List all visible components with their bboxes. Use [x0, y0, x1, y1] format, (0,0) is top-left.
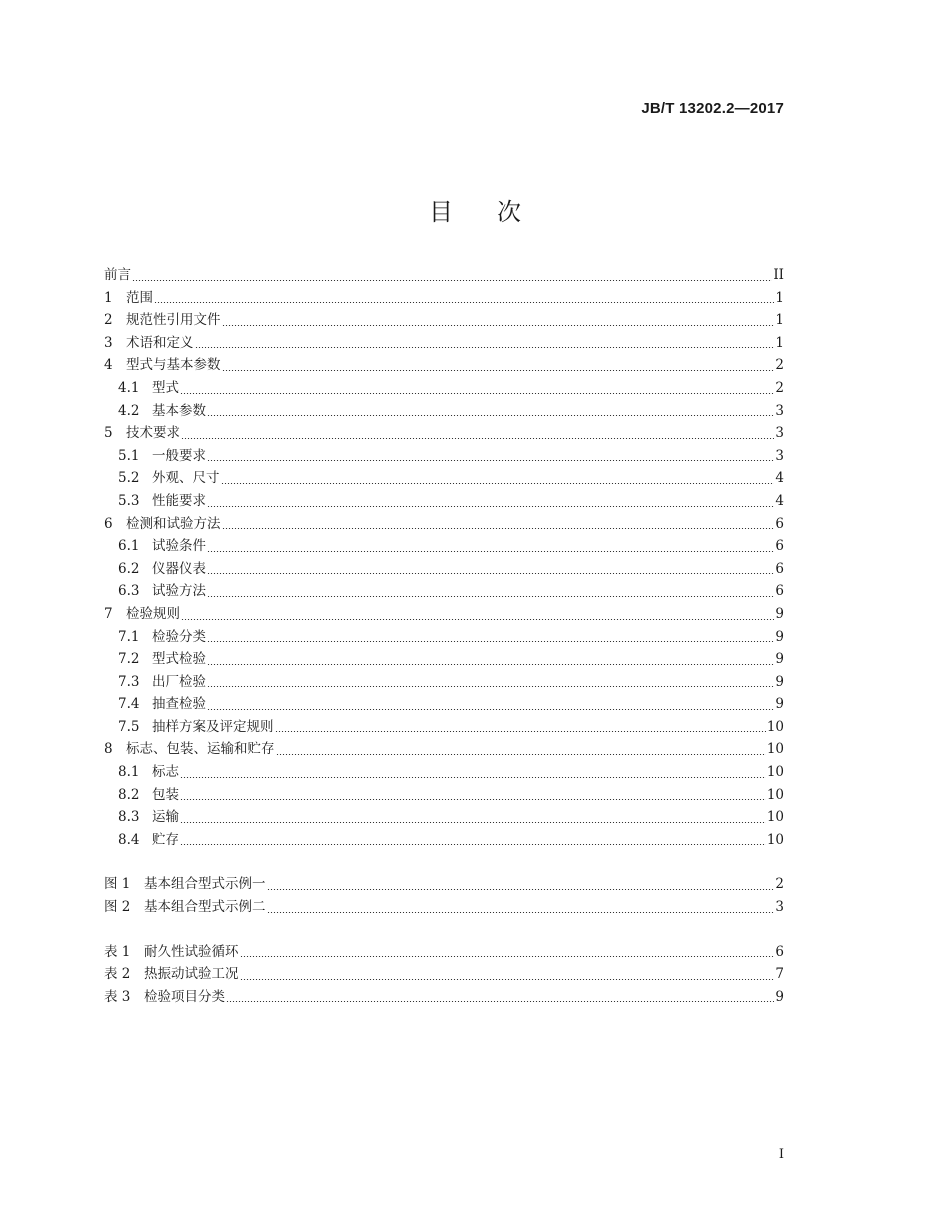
toc-entry-title: 一般要求: [152, 447, 206, 464]
toc-entry-number: 4.2: [118, 402, 140, 419]
toc-entry-title: 检验分类: [152, 628, 206, 645]
toc-entry[interactable]: [104, 671, 784, 694]
toc-entry-title: 抽查检验: [152, 696, 206, 713]
toc-entry-title: 范围: [126, 289, 153, 306]
toc-entry-number: 8.1: [118, 764, 140, 781]
toc-entry[interactable]: [104, 445, 784, 468]
toc-entry-page: 9: [775, 988, 784, 1005]
toc-entry-number: 7.3: [118, 673, 140, 690]
toc-entry-number: 8.2: [118, 786, 140, 803]
toc-entry-title: 出厂检验: [152, 673, 206, 690]
toc-dot-leader: [207, 551, 774, 552]
toc-dot-leader: [207, 686, 774, 687]
toc-entry-page: 3: [775, 447, 784, 464]
table-of-contents: [104, 264, 784, 1008]
toc-entry-number: 6: [104, 515, 113, 532]
toc-dot-leader: [180, 393, 774, 394]
toc-dot-leader: [180, 822, 766, 823]
toc-entry-number: 7.1: [118, 628, 140, 645]
toc-entry-page: 1: [775, 289, 784, 306]
toc-entry[interactable]: [104, 716, 784, 739]
toc-entry-page: 3: [775, 899, 784, 916]
toc-entry-page: 2: [775, 876, 784, 893]
toc-entry[interactable]: [104, 761, 784, 784]
toc-sections: [104, 264, 784, 851]
toc-entry-number: 8.4: [118, 831, 140, 848]
toc-dot-leader: [132, 280, 772, 281]
toc-dot-leader: [181, 438, 774, 439]
toc-entry-number: 5.3: [118, 492, 140, 509]
toc-entry-title: 前言: [104, 267, 131, 283]
toc-entry-number: 1: [104, 289, 113, 306]
toc-entry-title: 外观、尺寸: [152, 470, 220, 487]
toc-dot-leader: [222, 325, 775, 326]
toc-entry[interactable]: [104, 603, 784, 626]
toc-dot-leader: [275, 731, 766, 732]
toc-entry-title: 检验规则: [126, 605, 180, 622]
toc-entry[interactable]: [104, 806, 784, 829]
toc-entry-page: 4: [775, 492, 784, 509]
toc-dot-leader: [276, 754, 766, 755]
toc-entry[interactable]: [104, 309, 784, 332]
toc-entry-number: 8: [104, 741, 113, 758]
toc-dot-leader: [180, 844, 766, 845]
toc-entry-number: 6.3: [118, 583, 140, 600]
toc-entry[interactable]: [104, 400, 784, 423]
toc-entry-title: 检测和试验方法: [126, 515, 221, 532]
toc-entry[interactable]: [104, 738, 784, 761]
toc-entry[interactable]: [104, 986, 784, 1009]
toc-entry-title: 热振动试验工况: [144, 966, 239, 983]
toc-dot-leader: [207, 596, 774, 597]
toc-entry-number: 表 3: [104, 988, 131, 1005]
toc-entry-number: 图 2: [104, 899, 131, 916]
toc-entry-number: 5.1: [118, 447, 140, 464]
toc-entry[interactable]: [104, 558, 784, 581]
toc-entry-title: 试验方法: [152, 583, 206, 600]
toc-entry[interactable]: [104, 467, 784, 490]
toc-entry-page: 10: [766, 764, 784, 781]
toc-entry-page: 2: [775, 379, 784, 396]
toc-dot-leader: [207, 573, 774, 574]
toc-entry-page: 6: [775, 943, 784, 960]
toc-dot-leader: [226, 1001, 774, 1002]
toc-entry-number: 4.1: [118, 379, 140, 396]
toc-entry-title: 型式与基本参数: [126, 357, 221, 374]
toc-entry-title: 标志: [152, 764, 179, 781]
toc-entry-title: 检验项目分类: [144, 988, 225, 1005]
toc-dot-leader: [207, 709, 774, 710]
toc-entry-page: 4: [775, 470, 784, 487]
toc-dot-leader: [207, 664, 774, 665]
toc-entry-number: 8.3: [118, 809, 140, 826]
toc-entry-page: 6: [775, 560, 784, 577]
toc-entry-page: 3: [775, 402, 784, 419]
toc-entry[interactable]: [104, 377, 784, 400]
toc-entry-page: 1: [775, 334, 784, 351]
toc-entry-number: 3: [104, 334, 113, 351]
toc-entry[interactable]: [104, 422, 784, 445]
toc-entry-title: 基本组合型式示例一: [144, 876, 266, 893]
toc-dot-leader: [207, 506, 774, 507]
toc-entry[interactable]: [104, 332, 784, 355]
toc-entry-page: 10: [766, 831, 784, 848]
toc-figures: [104, 873, 784, 918]
toc-entry-number: 5.2: [118, 470, 140, 487]
toc-entry[interactable]: [104, 941, 784, 964]
toc-entry[interactable]: [104, 784, 784, 807]
toc-entry-title: 试验条件: [152, 538, 206, 555]
toc-entry-title: 抽样方案及评定规则: [152, 718, 274, 735]
page-number: I: [778, 1147, 784, 1162]
toc-dot-leader: [154, 302, 774, 303]
toc-entry-title: 仪器仪表: [152, 560, 206, 577]
toc-entry-page: 9: [775, 628, 784, 645]
toc-entry[interactable]: [104, 896, 784, 919]
toc-entry-title: 标志、包装、运输和贮存: [126, 741, 275, 758]
toc-entry-title: 包装: [152, 786, 179, 803]
toc-entry-page: 10: [766, 809, 784, 826]
toc-entry-page: 6: [775, 583, 784, 600]
toc-dot-leader: [267, 912, 775, 913]
toc-dot-leader: [267, 889, 775, 890]
toc-entry[interactable]: [104, 626, 784, 649]
toc-entry-title: 型式: [152, 379, 179, 396]
toc-entry-page: 3: [775, 425, 784, 442]
toc-entry-title: 运输: [152, 809, 179, 826]
toc-entry[interactable]: [104, 829, 784, 852]
toc-entry-number: 表 1: [104, 943, 131, 960]
toc-entry-number: 7.5: [118, 718, 140, 735]
toc-entry[interactable]: [104, 535, 784, 558]
toc-entry[interactable]: [104, 490, 784, 513]
toc-entry-title: 耐久性试验循环: [144, 943, 239, 960]
toc-entry[interactable]: [104, 287, 784, 310]
toc-entry-page: 9: [775, 673, 784, 690]
toc-entry-title: 基本组合型式示例二: [144, 899, 266, 916]
standard-code: JB/T 13202.2—2017: [641, 100, 784, 117]
toc-entry-page: 10: [766, 741, 784, 758]
toc-dot-leader: [207, 641, 774, 642]
toc-entry-title: 技术要求: [126, 425, 180, 442]
toc-entry-title: 性能要求: [152, 492, 206, 509]
toc-entry-number: 7.4: [118, 696, 140, 713]
toc-entry-number: 7.2: [118, 651, 140, 668]
toc-entry[interactable]: [104, 693, 784, 716]
toc-entry[interactable]: [104, 513, 784, 536]
toc-entry-page: 9: [775, 605, 784, 622]
toc-dot-leader: [180, 777, 766, 778]
toc-entry[interactable]: [104, 963, 784, 986]
toc-dot-leader: [240, 956, 775, 957]
toc-entry[interactable]: [104, 354, 784, 377]
toc-entry-number: 4: [104, 357, 113, 374]
toc-entry-title: 贮存: [152, 831, 179, 848]
toc-dot-leader: [222, 528, 775, 529]
toc-entry-page: 9: [775, 696, 784, 713]
toc-entry-title: 规范性引用文件: [126, 312, 221, 329]
toc-entry-page: 9: [775, 651, 784, 668]
toc-entry-number: 6.2: [118, 560, 140, 577]
toc-entry-page: 2: [775, 357, 784, 374]
toc-entry-page: 7: [775, 966, 784, 983]
toc-entry-title: 术语和定义: [126, 334, 194, 351]
toc-entry-title: 型式检验: [152, 651, 206, 668]
toc-tables: [104, 941, 784, 1009]
toc-entry-page: 1: [775, 312, 784, 329]
toc-entry-number: 图 1: [104, 876, 131, 893]
toc-entry[interactable]: [104, 264, 784, 287]
toc-entry-number: 2: [104, 312, 113, 329]
toc-dot-leader: [221, 483, 775, 484]
toc-entry-page: 6: [775, 515, 784, 532]
toc-dot-leader: [240, 979, 775, 980]
toc-entry-title: 基本参数: [152, 402, 206, 419]
toc-entry-number: 7: [104, 605, 113, 622]
toc-entry[interactable]: [104, 648, 784, 671]
toc-entry-page: II: [773, 267, 784, 283]
toc-dot-leader: [207, 460, 774, 461]
toc-dot-leader: [180, 799, 766, 800]
toc-dot-leader: [207, 415, 774, 416]
page-title: 目次: [429, 198, 565, 226]
toc-entry[interactable]: [104, 580, 784, 603]
toc-entry-number: 5: [104, 425, 113, 442]
toc-dot-leader: [181, 619, 774, 620]
toc-entry-page: 10: [766, 786, 784, 803]
toc-dot-leader: [222, 370, 775, 371]
toc-dot-leader: [195, 347, 775, 348]
toc-entry-number: 6.1: [118, 538, 140, 555]
toc-entry[interactable]: [104, 873, 784, 896]
toc-entry-page: 6: [775, 538, 784, 555]
toc-entry-number: 表 2: [104, 966, 131, 983]
toc-entry-page: 10: [766, 718, 784, 735]
